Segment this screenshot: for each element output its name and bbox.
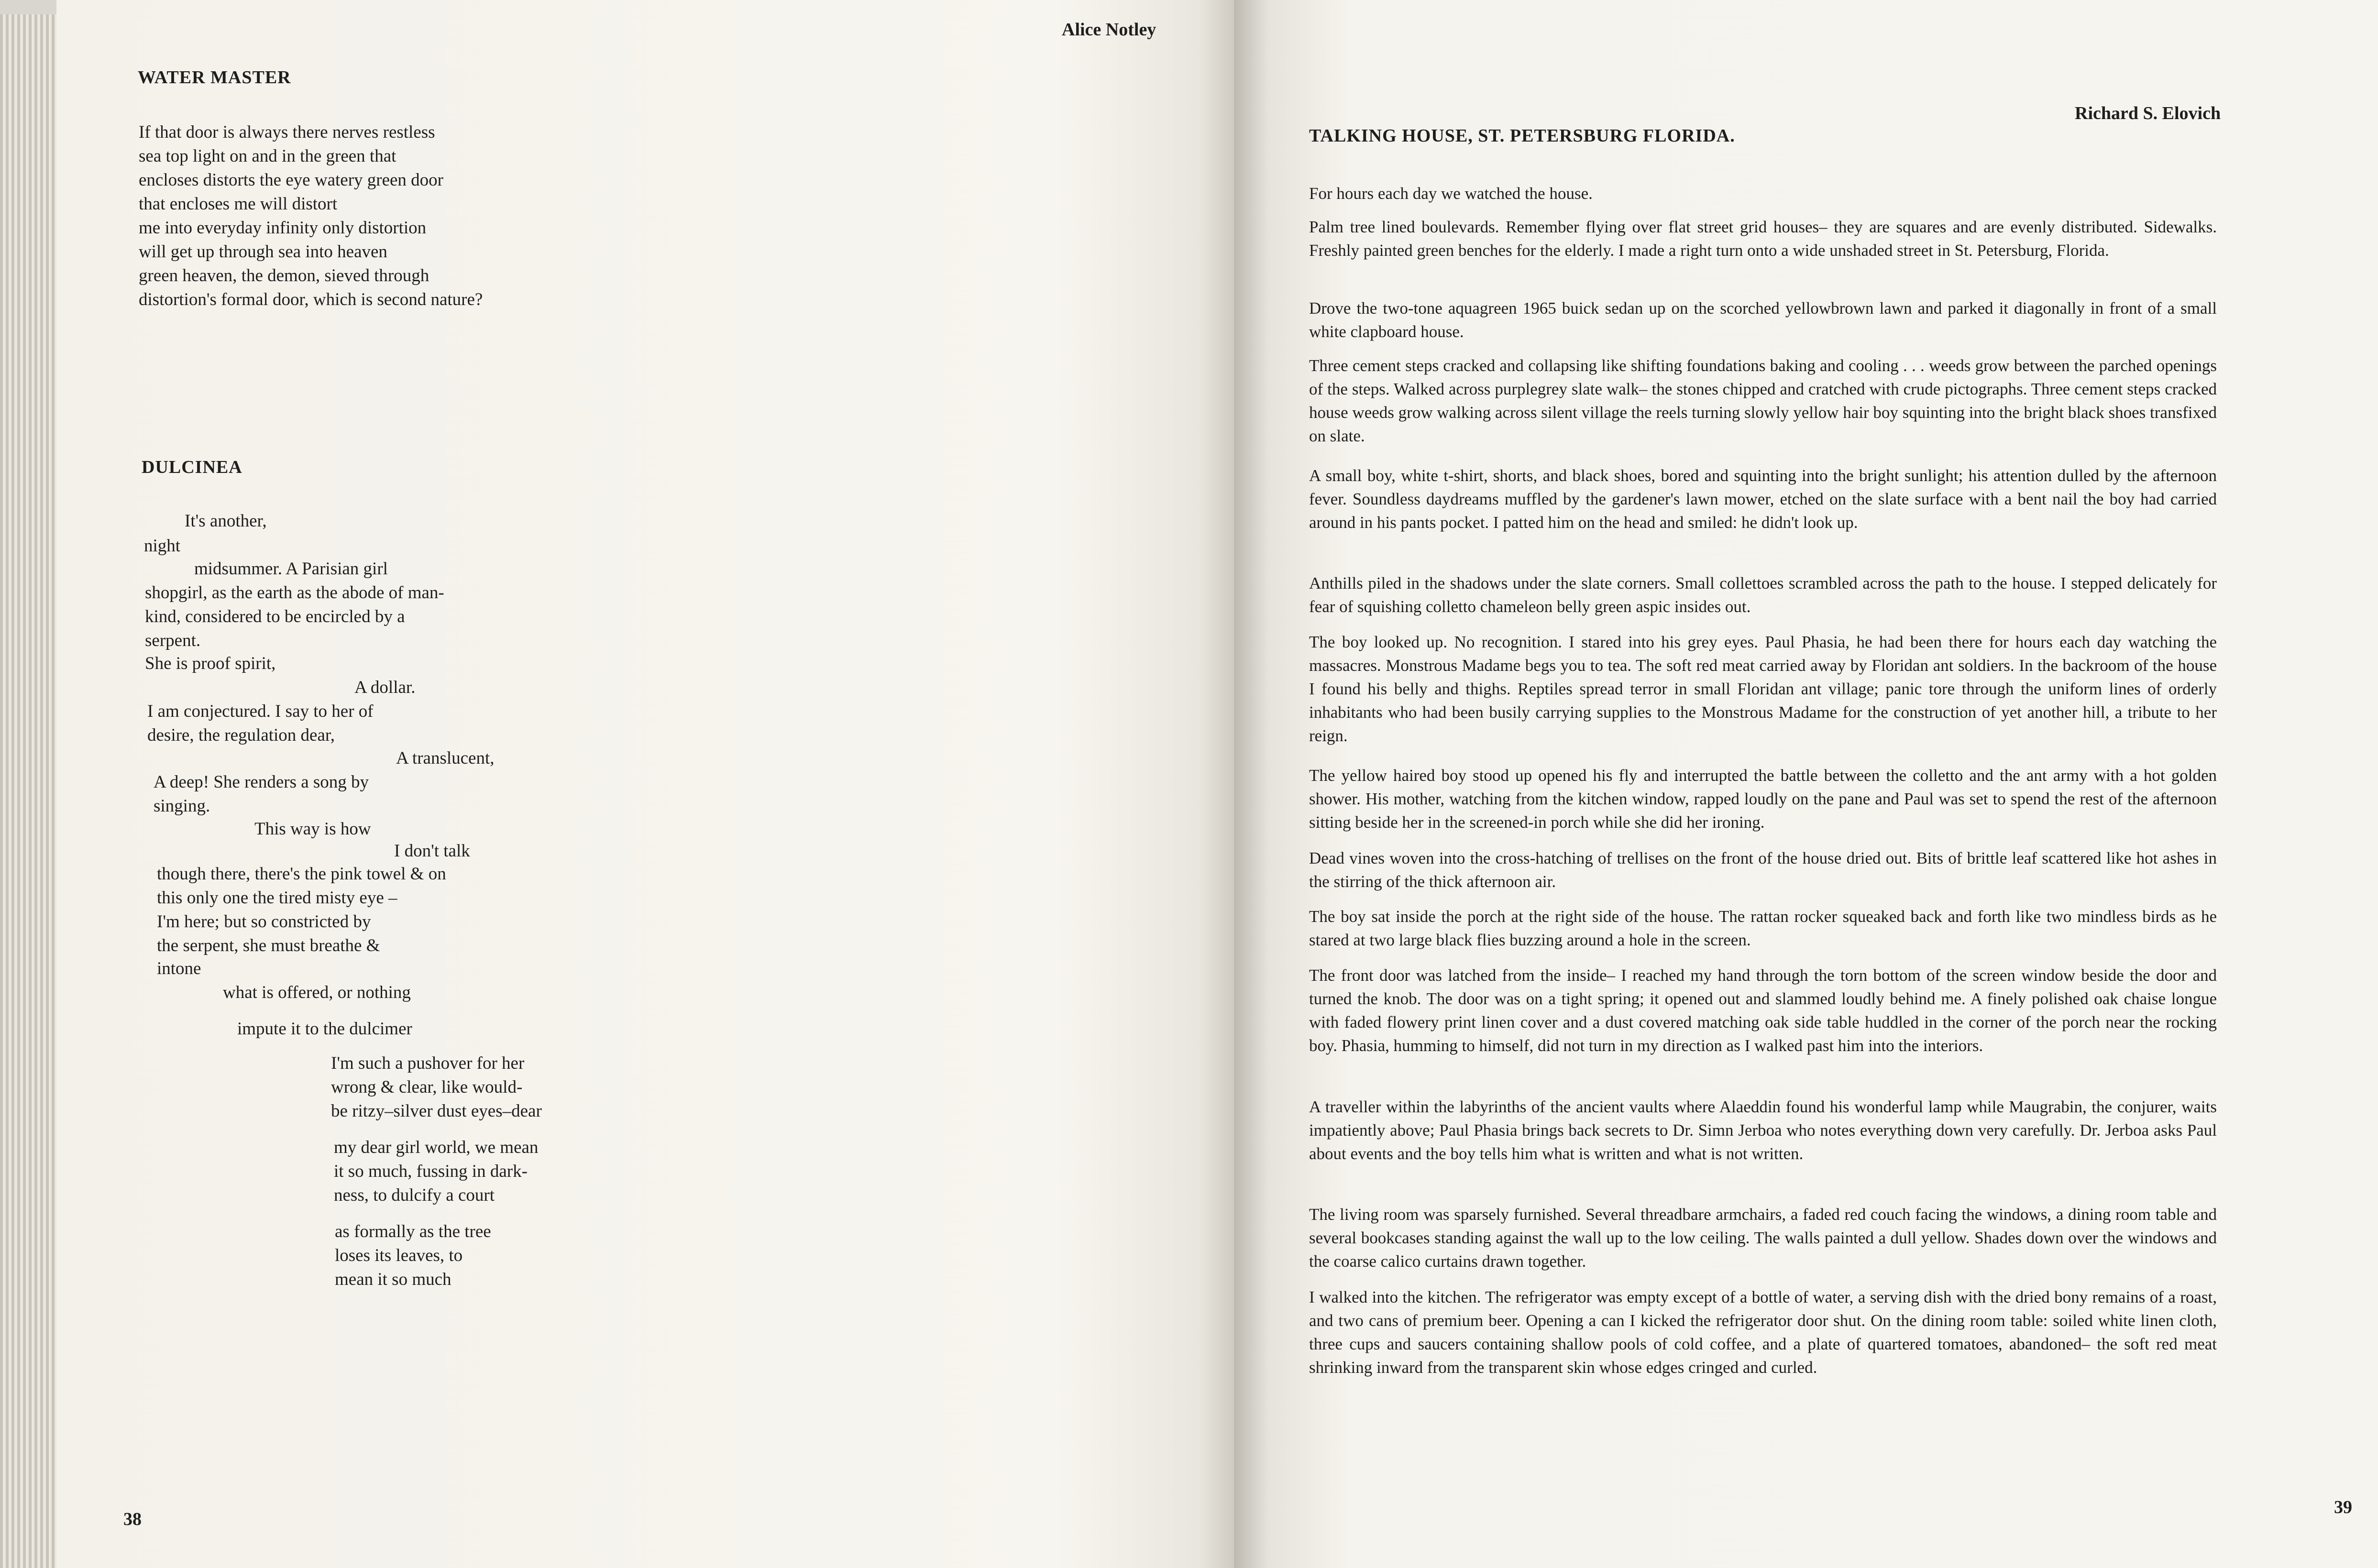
prose-paragraph: The boy sat inside the porch at the right side of the house. The rattan rocker squeaked back and forth like two mindless birds as he stared at two large black flies buzzing around a hole in the screen. <box>1309 907 2217 949</box>
poem-line: loses its leaves, to <box>335 1246 463 1265</box>
poem-line: She is proof spirit, <box>145 654 276 673</box>
prose-paragraph: The front door was latched from the inside– I reached my hand through the torn bottom of the screen window beside the door and turned the knob. The door was on a tight spring; it opened out and slammed loudly behind me. A finely polished oak chaise longue with faded flowery print linen cover and a dust covered matching oak side table huddled in the corner of the porch near the rocking boy. Phasia, humming to himself, did not turn in my direction as I walked past him into the interiors. <box>1309 966 2217 1055</box>
poem-line: midsummer. A Parisian girl <box>194 559 388 579</box>
page-edges <box>0 14 57 1568</box>
poem-line: distortion's formal door, which is second nature? <box>139 290 483 309</box>
poem-line: the serpent, she must breathe & <box>157 936 380 955</box>
poem-title-dulcinea: DULCINEA <box>142 457 242 477</box>
poem-line: it so much, fussing in dark- <box>334 1162 528 1181</box>
prose-paragraph: Three cement steps cracked and collapsing like shifting foundations baking and cooling . . . weeds grow between the parched openings of the steps. Walked across purplegrey slate walk– the stones chipped and cratched with crude pictographs. Three cement steps cracked house weeds grow walking across silent village the reels turning slowly yellow hair boy squinting into the bright black shoes transfixed on slate. <box>1309 356 2217 445</box>
poem-line: shopgirl, as the earth as the abode of man- <box>145 583 444 603</box>
poem-line: If that door is always there nerves restless <box>139 122 435 142</box>
prose-paragraph: The yellow haired boy stood up opened his fly and interrupted the battle between the colletto and the ant army with a hot golden shower. His mother, watching from the kitchen window, rapped loudly on the pane and Paul was set to spend the rest of the afternoon sitting beside her in the screened-in porch while she did her ironing. <box>1309 766 2217 832</box>
prose-paragraph: Dead vines woven into the cross-hatching of trellises on the front of the house dried out. Bits of brittle leaf scattered like hot ashes in the stirring of the thick afternoon air. <box>1309 849 2217 891</box>
left-page-author: Alice Notley <box>1062 20 1156 40</box>
poem-line: It's another, <box>185 511 267 531</box>
poem-line: intone <box>157 959 201 978</box>
poem-line: though there, there's the pink towel & on <box>157 864 446 884</box>
prose-paragraph: Drove the two-tone aquagreen 1965 buick sedan up on the scorched yellowbrown lawn and parked it diagonally in front of a small white clapboard house. <box>1309 299 2217 341</box>
poem-line: I am conjectured. I say to her of <box>147 702 374 721</box>
prose-title: TALKING HOUSE, ST. PETERSBURG FLORIDA. <box>1309 126 1735 146</box>
right-page <box>1234 0 2378 1568</box>
poem-line: this only one the tired misty eye – <box>157 888 397 908</box>
poem-line: encloses distorts the eye watery green door <box>139 170 444 190</box>
poem-line: I don't talk <box>394 841 470 861</box>
poem-line: sea top light on and in the green that <box>139 146 396 166</box>
poem-line: ness, to dulcify a court <box>334 1185 495 1205</box>
poem-line: serpent. <box>145 631 201 650</box>
right-page-number: 39 <box>2334 1497 2352 1517</box>
prose-paragraph: Anthills piled in the shadows under the slate corners. Small collettoes scrambled across the path to the house. I stepped delicately for fear of squishing colletto chameleon belly green aspic insides out. <box>1309 574 2217 616</box>
left-page <box>56 0 1234 1568</box>
poem-line: kind, considered to be encircled by a <box>145 607 405 626</box>
prose-paragraph: The boy looked up. No recognition. I stared into his grey eyes. Paul Phasia, he had been there for hours each day watching the massacres. Monstrous Madame begs you to tea. The soft red meat carried away by Floridan ant soldiers. In the backroom of the house I found his belly and thighs. Reptiles spread terror in small Floridan ant village; panic tore through the uniform lines of orderly inhabitants who had been busily carrying supplies to the Monstrous Madame for the construction of yet another hill, a tribute to her reign. <box>1309 633 2217 745</box>
poem-line: night <box>144 536 181 556</box>
prose-paragraph: Palm tree lined boulevards. Remember flying over flat street grid houses– they are squares and are evenly distributed. Sidewalks. Freshly painted green benches for the elderly. I made a right turn onto a wide unshaded street in St. Petersburg, Florida. <box>1309 218 2217 260</box>
poem-line: A translucent, <box>396 748 495 768</box>
left-page-number: 38 <box>123 1509 142 1529</box>
poem-line: A dollar. <box>354 678 416 697</box>
poem-line: I'm here; but so constricted by <box>157 912 371 932</box>
poem-line: singing. <box>154 796 210 816</box>
poem-line: desire, the regulation dear, <box>147 725 335 745</box>
poem-line: A deep! She renders a song by <box>154 772 369 792</box>
poem-line: mean it so much <box>335 1270 451 1289</box>
prose-paragraph: I walked into the kitchen. The refrigerator was empty except of a bottle of water, a serving dish with the dried bony remains of a roast, and two cans of premium beer. Opening a can I kicked the refrigerator door shut. On the dining room table: soiled white linen cloth, three cups and saucers containing shallow pools of cold coffee, and a plate of quartered tomatoes, abandoned– the soft red meat shrinking inward from the transparent skin whose edges cringed and curled. <box>1309 1288 2217 1377</box>
poem-title-water-master: WATER MASTER <box>138 67 291 88</box>
poem-line: me into everyday infinity only distortion <box>139 218 427 238</box>
prose-paragraph: A small boy, white t-shirt, shorts, and black shoes, bored and squinting into the bright sunlight; his attention dulled by the afternoon fever. Soundless daydreams muffled by the gardener's lawn mower, etched on the slate surface with a bent nail the boy had carried around in his pants pocket. I patted him on the head and smiled: he didn't look up. <box>1309 466 2217 532</box>
poem-line: wrong & clear, like would- <box>331 1077 523 1097</box>
poem-line: I'm such a pushover for her <box>331 1053 525 1073</box>
poem-line: will get up through sea into heaven <box>139 242 387 262</box>
poem-line: that encloses me will distort <box>139 194 338 214</box>
poem-line: be ritzy–silver dust eyes–dear <box>331 1101 542 1121</box>
right-page-author: Richard S. Elovich <box>2075 103 2221 123</box>
poem-line: impute it to the dulcimer <box>237 1019 412 1039</box>
poem-line: This way is how <box>254 819 371 839</box>
poem-line: what is offered, or nothing <box>223 983 411 1002</box>
poem-line: as formally as the tree <box>335 1222 491 1241</box>
prose-paragraph: The living room was sparsely furnished. Several threadbare armchairs, a faded red couch facing the windows, a dining room table and several bookcases standing against the wall up to the low ceiling. The walls painted a dull yellow. Shades down over the windows and the coarse calico curtains drawn together. <box>1309 1205 2217 1271</box>
prose-paragraph: For hours each day we watched the house. <box>1309 184 1593 203</box>
poem-line: green heaven, the demon, sieved through <box>139 266 429 285</box>
prose-paragraph: A traveller within the labyrinths of the ancient vaults where Alaeddin found his wonderful lamp while Maugrabin, the conjurer, waits impatiently above; Paul Phasia brings back secrets to Dr. Simn Jerboa who notes everything down very carefully. Dr. Jerboa asks Paul about events and the boy tells him what is written and what is not written. <box>1309 1097 2217 1163</box>
poem-line: my dear girl world, we mean <box>334 1138 539 1157</box>
